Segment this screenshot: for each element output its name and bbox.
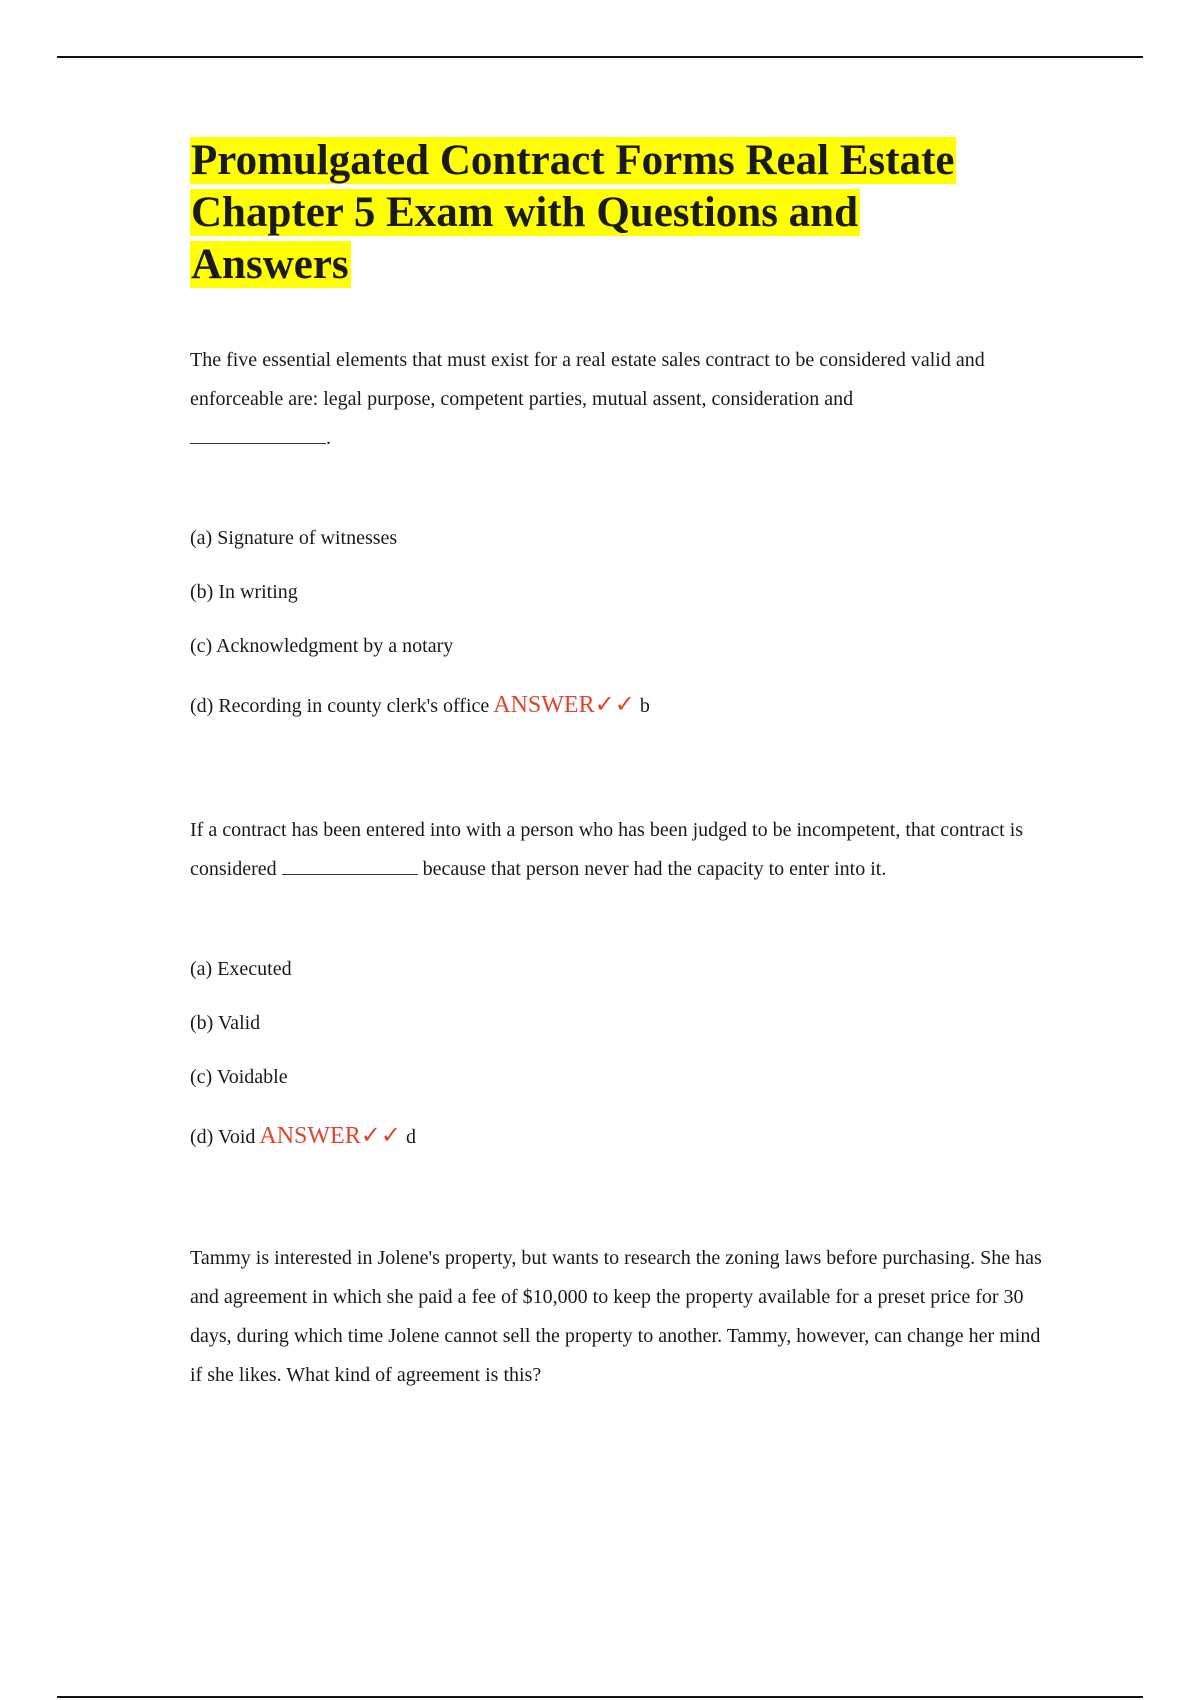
answer-blank: [282, 860, 418, 875]
option-item: (a) Executed: [190, 958, 292, 980]
document-body: [190, 135, 1050, 1395]
option-item: (b) In writing: [190, 581, 298, 603]
question-3-text: Tammy is interested in Jolene's property, but wants to research the zoning laws before purchasing. She has and agreement in which she paid a fee of $10,000 to keep the property available for a preset price for 30 days, during which time Jolene cannot sell the property to another. Tammy, however, can change her mind if she likes. What kind of agreement is this?: [190, 1247, 1042, 1386]
question-2-stem-end: because that person never had the capacity to enter into it.: [422, 858, 887, 880]
question-1-options: [190, 525, 1050, 719]
top-rule: [57, 56, 1143, 58]
answer-label: ANSWER✓✓: [259, 1123, 401, 1149]
answer-value: b: [639, 695, 650, 717]
option-item: (c) Acknowledgment by a notary: [190, 635, 454, 657]
question-1-stem: The five essential elements that must exist for a real estate sales contract to be considered valid and enforceable are: legal purpose, competent parties, mutual assent, consideration and: [190, 349, 985, 410]
answer-value: d: [405, 1126, 416, 1148]
option-item: (c) Voidable: [190, 1066, 288, 1088]
title-line-2: Chapter 5 Exam with Questions and: [191, 189, 859, 236]
question-1-stem-end: .: [326, 427, 331, 449]
option-item-with-answer: [190, 692, 1050, 719]
question-2-options: [190, 956, 1050, 1150]
question-2-text: [190, 811, 1050, 889]
title-line-3: Answers: [191, 241, 349, 288]
title-line-1: Promulgated Contract Forms Real Estate: [191, 137, 955, 184]
question-2-stem: If a contract has been entered into with a person who has been judged to be incompetent, that contract is considered: [190, 819, 1024, 880]
document-title: [190, 135, 1050, 291]
question-1-text: [190, 341, 1050, 458]
answer-blank: [190, 429, 326, 444]
option-text: (d) Void: [190, 1126, 256, 1148]
option-text: (d) Recording in county clerk's office: [190, 695, 490, 717]
option-item-with-answer: [190, 1123, 1050, 1150]
answer-label: ANSWER✓✓: [493, 692, 635, 718]
option-item: (b) Valid: [190, 1012, 261, 1034]
option-item: (a) Signature of witnesses: [190, 527, 398, 549]
bottom-rule: [57, 1696, 1143, 1698]
